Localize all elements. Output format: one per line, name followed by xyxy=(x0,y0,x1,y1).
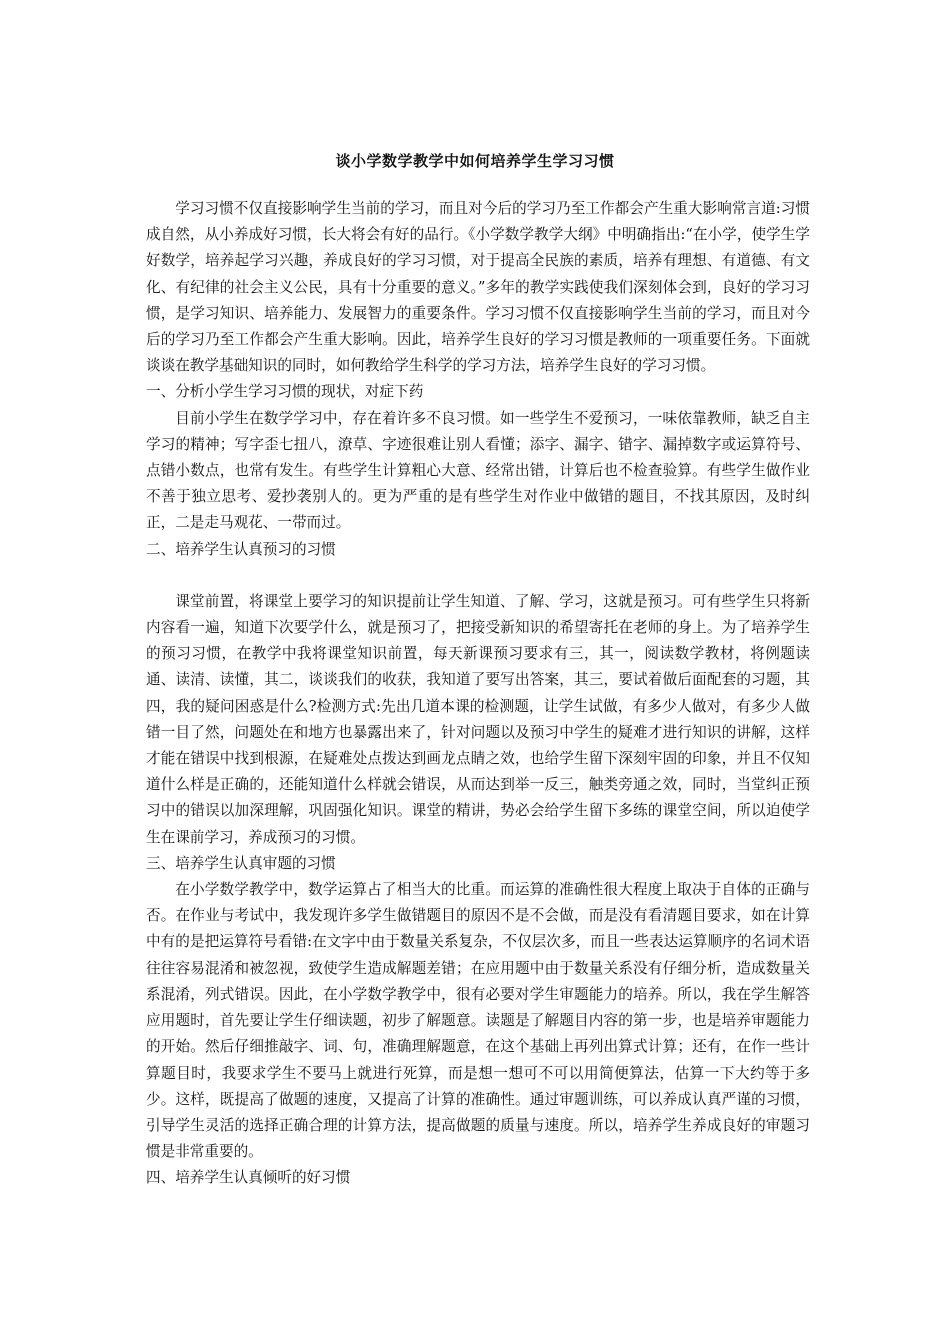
section-heading-4: 四、培养学生认真倾听的好习惯 xyxy=(146,1169,351,1187)
section-2-paragraph: 课堂前置，将课堂上要学习的知识提前让学生知道、了解、学习，这就是预习。可有些学生只将新内容看一遍，知道下次要学什么，就是预习了，把接受新知识的希望寄托在老师的身上。为了培养学生的预习习惯，在教学中我将课堂知识前置，每天新课预习要求有三，其一，阅读数学教材，将例题读通、读清、读懂，其二，谈谈我们的收获，我知道了要写出答案，其三，要试着做后面配套的习题，其四，我的疑问困惑是什么?检测方式:先出几道本课的检测题，让学生试做，有多少人做对，有多少人做错一目了然，问题处在和地方也暴露出来了，针对问题以及预习中学生的疑难才进行知识的讲解，这样才能在错误中找到根源，在疑难处点拨达到画龙点睛之效，也给学生留下深刻牢固的印象，并且不仅知道什么样是正确的，还能知道什么样就会错误，从而达到举一反三，触类旁通之效，同时，当堂纠正预习中的错误以加深理解，巩固强化知识。课堂的精讲，势必会给学生留下多练的课堂空间，所以迫使学生在课前学习，养成预习的习惯。 xyxy=(146,592,810,846)
section-heading-3: 三、培养学生认真审题的习惯 xyxy=(146,854,336,872)
section-heading-2: 二、培养学生认真预习的习惯 xyxy=(146,540,336,558)
blank-line xyxy=(146,563,810,589)
document-title: 谈小学数学教学中如何培养学生学习习惯 xyxy=(335,152,615,170)
section-3-paragraph: 在小学数学教学中，数学运算占了相当大的比重。而运算的准确性很大程度上取决于自体的正确与否。在作业与考试中，我发现许多学生做错题目的原因不是不会做，而是没有看清题目要求，如在计算中有的是把运算符号看错:在文字中由于数量关系复杂，不仅层次多，而且一些表达运算顺序的名词术语往往容易混淆和被忽视，致使学生造成解题差错；在应用题中由于数量关系没有仔细分析，造成数量关系混淆，列式错误。因此，在小学数学教学中，很有必要对学生审题能力的培养。所以，我在学生解答应用题时，首先要让学生仔细读题，初步了解题意。读题是了解题目内容的第一步，也是培养审题能力的开始。然后仔细推敲字、词、句，准确理解题意，在这个基础上再列出算式计算；还有，在作一些计算题目时，我要求学生不要马上就进行死算，而是想一想可不可以用简便算法，估算一下大约等于多少。这样，既提高了做题的速度，又提高了计算的准确性。通过审题训练，可以养成认真严谨的习惯，引导学生灵活的选择正确合理的计算方法，提高做题的质量与速度。所以，培养学生养成良好的审题习惯是非常重要的。 xyxy=(146,881,810,1161)
section-1-paragraph: 目前小学生在数学学习中，存在着许多不良习惯。如一些学生不爱预习，一味依靠教师，缺乏自主学习的精神；写字歪七扭八，潦草、字迹很难让别人看懂；添字、漏字、错字、漏掉数字或运算符号、点错小数点，也常有发生。有些学生计算粗心大意、经常出错，计算后也不检查验算。有些学生做作业不善于独立思考、爱抄袭别人的。更为严重的是有些学生对作业中做错的题目，不找其原因，及时纠正，二是走马观花、一带而过。 xyxy=(146,409,810,532)
document-body xyxy=(146,196,810,1192)
section-heading-1: 一、分析小学生学习习惯的现状，对症下药 xyxy=(146,383,424,401)
intro-paragraph: 学习习惯不仅直接影响学生当前的学习，而且对今后的学习乃至工作都会产生重大影响常言道:习惯成自然，从小养成好习惯，长大将会有好的品行。《小学数学教学大纲》中明确指出:“在小学，使学生学好数学，培养起学习兴趣，养成良好的学习习惯，对于提高全民族的素质，培养有理想、有道德、有文化、有纪律的社会主义公民，具有十分重要的意义。”多年的教学实践使我们深刻体会到，良好的学习习惯，是学习知识、培养能力、发展智力的重要条件。学习习惯不仅直接影响学生当前的学习，而且对今后的学习乃至工作都会产生重大影响。因此，培养学生良好的学习习惯是教师的一项重要任务。下面就谈谈在教学基础知识的同时，如何教给学生科学的学习方法，培养学生良好的学习习惯。 xyxy=(146,200,810,375)
